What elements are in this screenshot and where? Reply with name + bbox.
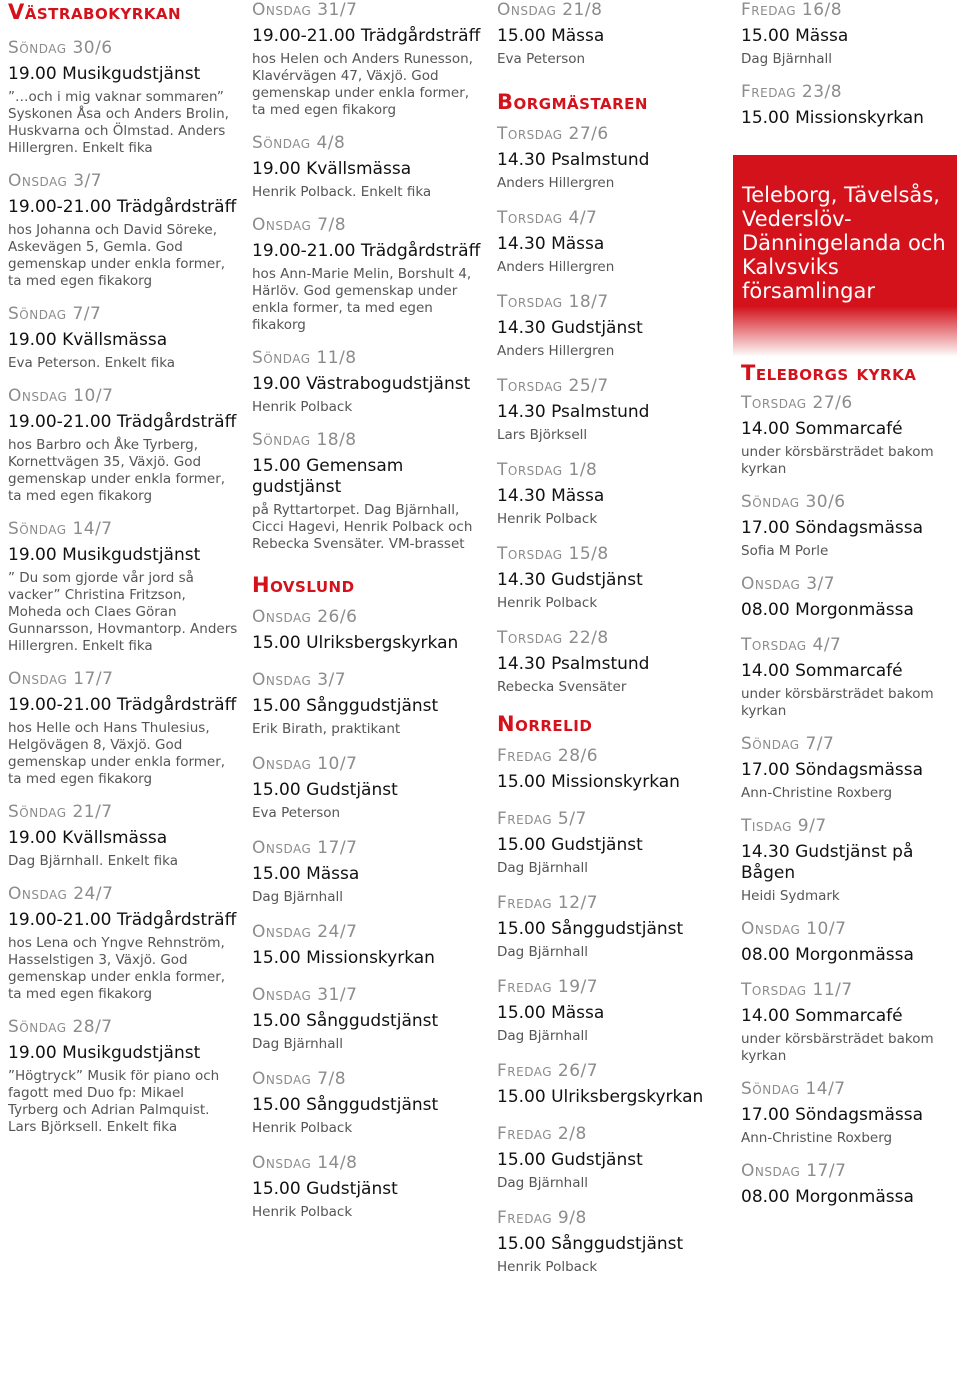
event-description: under körsbärsträdet bakom kyrkan: [741, 444, 934, 477]
column-1: [8, 0, 238, 1150]
event-date: Onsdag 26/6: [252, 607, 358, 627]
event-item: [252, 1069, 484, 1137]
event-item: [497, 809, 729, 877]
event-title: 19.00 Kvällsmässa: [252, 159, 412, 179]
church-heading: Hovslund: [252, 573, 355, 597]
event-list: [741, 393, 957, 1208]
event-description: hos Barbro och Åke Tyrberg, Kornettvägen 35, Växjö. God gemenskap under enkla former, ta med egen fikakorg: [8, 437, 226, 504]
event-title: 15.00 Sånggudstjänst: [252, 1095, 439, 1115]
event-description: Dag Bjärnhall. Enkelt fika: [8, 853, 179, 869]
event-description: Henrik Polback: [252, 399, 353, 415]
event-description: Sofia M Porle: [741, 543, 829, 559]
event-item: [741, 1079, 957, 1147]
event-list: [252, 607, 484, 1221]
event-description: Dag Bjärnhall: [741, 51, 833, 67]
event-item: [8, 171, 238, 290]
event-title: 19.00 Musikgudstjänst: [8, 1043, 201, 1063]
event-description: Rebecka Svensäter: [497, 679, 627, 695]
event-item: [497, 544, 729, 612]
event-title: 15.00 Mässa: [252, 864, 360, 884]
event-description: Henrik Polback: [497, 511, 598, 527]
event-date: Fredag 26/7: [497, 1061, 599, 1081]
event-item: [741, 0, 957, 68]
event-list: [8, 38, 238, 1136]
event-title: 08.00 Morgonmässa: [741, 945, 914, 965]
event-description: Eva Peterson: [252, 805, 341, 821]
event-item: [741, 734, 957, 802]
event-title: 08.00 Morgonmässa: [741, 1187, 914, 1207]
event-description: under körsbärsträdet bakom kyrkan: [741, 1031, 934, 1064]
event-title: 19.00-21.00 Trädgårdsträff: [252, 241, 481, 261]
event-item: [252, 607, 484, 654]
event-title: 15.00 Mässa: [497, 1003, 605, 1023]
event-description: hos Ann-Marie Melin, Borshult 4, Härlöv. God gemenskap under enkla former, ta med egen fikakorg: [252, 266, 472, 333]
event-date: Fredag 5/7: [497, 809, 587, 829]
event-date: Söndag 14/7: [741, 1079, 846, 1099]
event-title: 15.00 Gudstjänst: [252, 780, 398, 800]
event-item: [497, 1124, 729, 1192]
event-description: hos Lena och Yngve Rehnström, Hasselstigen 3, Växjö. God gemenskap under enkla former, ta med egen fikakorg: [8, 935, 226, 1002]
event-date: Torsdag 18/7: [497, 292, 609, 312]
event-description: Dag Bjärnhall: [497, 1028, 589, 1044]
event-date: Söndag 7/7: [741, 734, 835, 754]
event-description: Dag Bjärnhall: [252, 1036, 344, 1052]
event-date: Torsdag 11/7: [741, 980, 853, 1000]
event-description: Heidi Sydmark: [741, 888, 840, 904]
event-title: 15.00 Gudstjänst: [497, 835, 643, 855]
event-list: [741, 0, 957, 129]
event-date: Onsdag 24/7: [252, 922, 358, 942]
event-item: [741, 635, 957, 720]
event-date: Torsdag 25/7: [497, 376, 609, 396]
event-title: 15.00 Sånggudstjänst: [497, 919, 684, 939]
event-description: Dag Bjärnhall: [497, 860, 589, 876]
event-item: [497, 0, 729, 68]
event-date: Söndag 7/7: [8, 304, 102, 324]
event-title: 15.00 Sånggudstjänst: [252, 696, 439, 716]
event-title: 15.00 Missionskyrkan: [497, 772, 680, 792]
event-date: Fredag 2/8: [497, 1124, 587, 1144]
event-date: Onsdag 3/7: [741, 574, 836, 594]
event-description: Erik Birath, praktikant: [252, 721, 401, 737]
church-heading: Borgmästaren: [497, 90, 648, 114]
event-date: Torsdag 27/6: [497, 124, 609, 144]
church-heading: Teleborgs kyrka: [741, 361, 917, 385]
event-date: Onsdag 17/7: [252, 838, 358, 858]
event-item: [497, 746, 729, 793]
event-item: [8, 386, 238, 505]
event-date: Onsdag 3/7: [8, 171, 103, 191]
event-title: 19.00 Musikgudstjänst: [8, 545, 201, 565]
event-title: 14.30 Psalmstund: [497, 402, 650, 422]
event-item: [252, 985, 484, 1053]
event-item: [741, 1161, 957, 1208]
event-item: [252, 430, 484, 553]
event-item: [252, 1153, 484, 1221]
event-item: [8, 884, 238, 1003]
event-description: Eva Peterson. Enkelt fika: [8, 355, 176, 371]
column-2: [252, 0, 484, 1237]
event-date: Onsdag 17/7: [8, 669, 114, 689]
event-item: [497, 460, 729, 528]
event-date: Torsdag 1/8: [497, 460, 598, 480]
event-item: [497, 1208, 729, 1276]
event-title: 08.00 Morgonmässa: [741, 600, 914, 620]
event-description: ” Du som gjorde vår jord så vacker” Christina Fritzson, Moheda och Claes Göran Gunnarsson, Hovmantorp. Anders Hillergren. Enkelt fika: [8, 570, 238, 654]
church-heading: Västrabokyrkan: [8, 0, 182, 24]
event-item: [741, 393, 957, 478]
event-title: 15.00 Gudstjänst: [252, 1179, 398, 1199]
event-date: Torsdag 22/8: [497, 628, 609, 648]
event-title: 14.30 Gudstjänst på Bågen: [741, 842, 914, 883]
event-item: [252, 0, 484, 119]
event-title: 14.30 Mässa: [497, 234, 605, 254]
event-description: Henrik Polback: [252, 1204, 353, 1220]
event-description: hos Helen och Anders Runesson, Klavérvägen 47, Växjö. God gemenskap under enkla former, ta med egen fikakorg: [252, 51, 473, 118]
event-item: [497, 124, 729, 192]
event-item: [497, 628, 729, 696]
event-item: [497, 1061, 729, 1108]
event-item: [497, 292, 729, 360]
event-item: [741, 574, 957, 621]
event-title: 15.00 Mässa: [497, 26, 605, 46]
event-item: [497, 893, 729, 961]
event-list: [497, 124, 729, 696]
event-title: 19.00 Västrabogudstjänst: [252, 374, 471, 394]
event-item: [252, 133, 484, 201]
event-description: Henrik Polback: [252, 1120, 353, 1136]
event-item: [741, 919, 957, 966]
event-item: [497, 208, 729, 276]
event-date: Onsdag 3/7: [252, 670, 347, 690]
event-item: [741, 816, 957, 905]
event-title: 14.00 Sommarcafé: [741, 661, 903, 681]
event-description: ”…och i mig vaknar sommaren” Syskonen Åsa och Anders Brolin, Huskvarna och Ölmstad. Anders Hillergren. Enkelt fika: [8, 89, 229, 156]
event-description: Dag Bjärnhall: [497, 944, 589, 960]
event-item: [8, 304, 238, 372]
event-item: [741, 980, 957, 1065]
event-description: hos Johanna och David Söreke, Askevägen 5, Gemla. God gemenskap under enkla former, ta med egen fikakorg: [8, 222, 226, 289]
event-description: Lars Björksell: [497, 427, 588, 443]
event-item: [741, 82, 957, 129]
event-title: 17.00 Söndagsmässa: [741, 518, 924, 538]
event-date: Tisdag 9/7: [741, 816, 827, 836]
event-title: 14.30 Psalmstund: [497, 654, 650, 674]
event-date: Söndag 4/8: [252, 133, 346, 153]
event-title: 19.00-21.00 Trädgårdsträff: [252, 26, 481, 46]
event-description: på Ryttartorpet. Dag Bjärnhall, Cicci Hagevi, Henrik Polback och Rebecka Svensäter. VM-brasset: [252, 502, 473, 552]
event-title: 19.00-21.00 Trädgårdsträff: [8, 910, 237, 930]
event-description: ”Högtryck” Musik för piano och fagott med Duo fp: Mikael Tyrberg och Adrian Palmquist. Lars Björksell. Enkelt fika: [8, 1068, 220, 1135]
event-date: Fredag 19/7: [497, 977, 599, 997]
event-item: [252, 670, 484, 738]
event-date: Fredag 16/8: [741, 0, 843, 20]
event-item: [252, 754, 484, 822]
event-description: Anders Hillergren: [497, 175, 615, 191]
event-date: Söndag 11/8: [252, 348, 357, 368]
event-list: [497, 0, 729, 68]
event-item: [8, 802, 238, 870]
event-title: 15.00 Gemensam gudstjänst: [252, 456, 404, 497]
event-date: Onsdag 10/7: [741, 919, 847, 939]
event-list: [252, 0, 484, 553]
event-date: Söndag 14/7: [8, 519, 113, 539]
event-description: Anders Hillergren: [497, 343, 615, 359]
event-title: 17.00 Söndagsmässa: [741, 760, 924, 780]
event-item: [8, 519, 238, 655]
event-description: Dag Bjärnhall: [497, 1175, 589, 1191]
event-item: [8, 669, 238, 788]
event-title: 14.00 Sommarcafé: [741, 419, 903, 439]
event-title: 15.00 Missionskyrkan: [741, 108, 924, 128]
event-title: 14.00 Sommarcafé: [741, 1006, 903, 1026]
event-item: [497, 977, 729, 1045]
event-title: 14.30 Mässa: [497, 486, 605, 506]
event-title: 15.00 Ulriksbergskyrkan: [497, 1087, 704, 1107]
event-date: Torsdag 15/8: [497, 544, 609, 564]
event-item: [8, 38, 238, 157]
event-date: Fredag 28/6: [497, 746, 599, 766]
event-description: Dag Bjärnhall: [252, 889, 344, 905]
event-description: Ann-Christine Roxberg: [741, 1130, 893, 1146]
event-date: Onsdag 24/7: [8, 884, 114, 904]
event-title: 15.00 Missionskyrkan: [252, 948, 435, 968]
event-date: Torsdag 4/7: [741, 635, 842, 655]
parish-banner: Teleborg, Tävelsås, Vederslöv-Dänningelanda och Kalvsviks församlingar: [733, 155, 957, 357]
event-description: under körsbärsträdet bakom kyrkan: [741, 686, 934, 719]
event-title: 19.00-21.00 Trädgårdsträff: [8, 197, 237, 217]
column-3: [497, 0, 729, 1292]
event-description: hos Helle och Hans Thulesius, Helgövägen 8, Växjö. God gemenskap under enkla former, ta med egen fikakorg: [8, 720, 226, 787]
event-title: 14.30 Gudstjänst: [497, 318, 643, 338]
event-date: Onsdag 10/7: [252, 754, 358, 774]
event-description: Anders Hillergren: [497, 259, 615, 275]
event-description: Henrik Polback: [497, 1259, 598, 1275]
event-title: 15.00 Ulriksbergskyrkan: [252, 633, 459, 653]
event-date: Onsdag 7/8: [252, 1069, 347, 1089]
event-title: 17.00 Söndagsmässa: [741, 1105, 924, 1125]
event-date: Söndag 28/7: [8, 1017, 113, 1037]
event-item: [252, 348, 484, 416]
event-description: Ann-Christine Roxberg: [741, 785, 893, 801]
event-item: [252, 838, 484, 906]
event-description: Henrik Polback: [497, 595, 598, 611]
event-item: [741, 492, 957, 560]
event-item: [497, 376, 729, 444]
event-date: Onsdag 31/7: [252, 0, 358, 20]
event-date: Söndag 30/6: [8, 38, 113, 58]
event-date: Onsdag 7/8: [252, 215, 347, 235]
event-title: 19.00 Kvällsmässa: [8, 828, 168, 848]
event-title: 19.00-21.00 Trädgårdsträff: [8, 695, 237, 715]
event-date: Fredag 9/8: [497, 1208, 587, 1228]
event-title: 15.00 Sånggudstjänst: [497, 1234, 684, 1254]
event-date: Fredag 12/7: [497, 893, 599, 913]
event-description: Henrik Polback. Enkelt fika: [252, 184, 432, 200]
event-item: [252, 922, 484, 969]
event-date: Söndag 18/8: [252, 430, 357, 450]
event-title: 15.00 Gudstjänst: [497, 1150, 643, 1170]
event-date: Onsdag 21/8: [497, 0, 603, 20]
event-title: 19.00-21.00 Trädgårdsträff: [8, 412, 237, 432]
event-date: Torsdag 27/6: [741, 393, 853, 413]
event-date: Onsdag 17/7: [741, 1161, 847, 1181]
event-description: Eva Peterson: [497, 51, 586, 67]
event-item: [252, 215, 484, 334]
event-date: Söndag 30/6: [741, 492, 846, 512]
church-heading: Norrelid: [497, 712, 593, 736]
event-date: Onsdag 14/8: [252, 1153, 358, 1173]
event-list: [497, 746, 729, 1276]
event-title: 19.00 Kvällsmässa: [8, 330, 168, 350]
event-date: Onsdag 31/7: [252, 985, 358, 1005]
event-item: [8, 1017, 238, 1136]
event-title: 14.30 Gudstjänst: [497, 570, 643, 590]
event-title: 15.00 Mässa: [741, 26, 849, 46]
event-title: 19.00 Musikgudstjänst: [8, 64, 201, 84]
event-date: Fredag 23/8: [741, 82, 843, 102]
event-date: Torsdag 4/7: [497, 208, 598, 228]
event-title: 14.30 Psalmstund: [497, 150, 650, 170]
event-date: Söndag 21/7: [8, 802, 113, 822]
column-4: [741, 0, 957, 1222]
event-date: Onsdag 10/7: [8, 386, 114, 406]
event-title: 15.00 Sånggudstjänst: [252, 1011, 439, 1031]
